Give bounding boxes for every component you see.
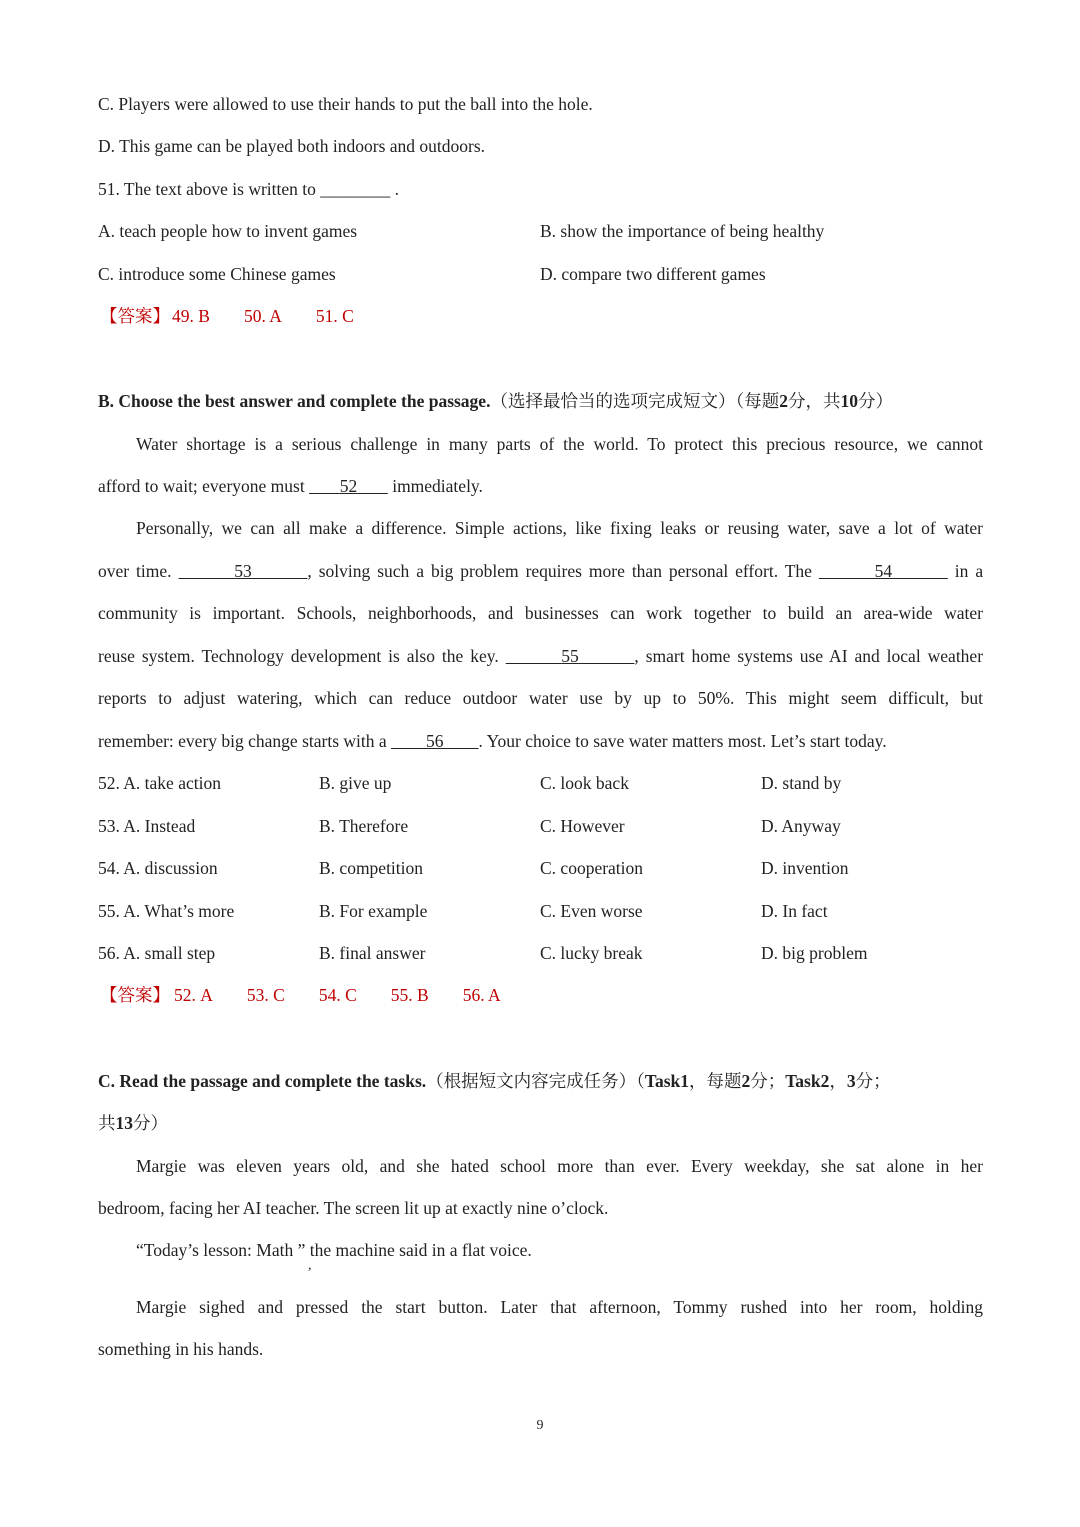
section-c-heading-line2: [98, 1111, 168, 1135]
answer-label: 【答案】: [100, 306, 170, 326]
answer-item: 50. A: [243, 306, 282, 326]
passage-text: , smart home systems use AI and local weather: [634, 646, 984, 666]
passage-text: afford to wait; everyone must: [98, 476, 305, 496]
passage-c-p1-line1: Margie was eleven years old, and she hated school more than ever. Every weekday, she sat alone in her: [136, 1156, 983, 1176]
q54-option-a: 54. A. discussion: [98, 858, 218, 878]
q51-stem-text: 51. The text above is written to: [98, 179, 316, 199]
section-c-score-text: 分；: [855, 1071, 891, 1091]
task1-label: Task1: [644, 1071, 689, 1091]
q52-option-d: D. stand by: [761, 773, 842, 793]
passage-b-p2-line6: [98, 729, 887, 753]
passage-b-p2-line4: [98, 644, 983, 668]
task2-score: 3: [846, 1071, 856, 1091]
page-number: 9: [536, 1418, 544, 1433]
q51-option-a: A. teach people how to invent games: [98, 221, 358, 241]
passage-c-p3-line2: something in his hands.: [98, 1339, 264, 1359]
blank-number: 55: [561, 646, 579, 666]
q50-option-d: D. This game can be played both indoors and outdoors.: [98, 136, 486, 156]
section-b-instruction: （选择最恰当的选项完成短文）（每题: [490, 391, 780, 411]
q54-option-c: C. cooperation: [540, 858, 644, 878]
passage-c-p3-line1: Margie sighed and pressed the start button. Later that afternoon, Tommy rushed into her room, holding: [136, 1297, 983, 1317]
answer-item: 54. C: [318, 985, 357, 1005]
q51-option-c: C. introduce some Chinese games: [98, 264, 336, 284]
answer-item: 55. B: [390, 985, 429, 1005]
passage-b-p2-line1: Personally, we can all make a difference. Simple actions, like fixing leaks or reusing water, save a lot of water: [136, 518, 983, 538]
q51-stem-end: .: [394, 179, 400, 199]
q55-option-c: C. Even worse: [540, 901, 643, 921]
task1-score: 2: [741, 1071, 751, 1091]
section-c-instruction: （根据短文内容完成任务）（: [426, 1071, 645, 1091]
blank-54: [819, 561, 948, 581]
q51-option-b: B. show the importance of being healthy: [540, 221, 825, 241]
answer-item: 52. A: [174, 985, 213, 1005]
passage-b-p2-line2: [98, 559, 983, 583]
q53-option-d: D. Anyway: [761, 816, 841, 836]
section-c-score-text: ，每题: [688, 1071, 742, 1091]
passage-text: , solving such a big problem requires more than personal effort. The: [307, 561, 812, 581]
passage-text: . Your choice to save water matters most. Let’s start today.: [478, 731, 887, 751]
passage-c-p1-line2: bedroom, facing her AI teacher. The screen lit up at exactly nine o’clock.: [98, 1198, 609, 1218]
q55-option-b: B. For example: [319, 901, 428, 921]
passage-b-p2-line5: reports to adjust watering, which can reduce outdoor water use by up to 50%. This might seem difficult, but: [98, 688, 983, 708]
passage-b-p2-line3: community is important. Schools, neighborhoods, and businesses can work together to build an area-wide water: [98, 603, 983, 623]
answer-key-2: [100, 983, 535, 1007]
q56-option-a: 56. A. small step: [98, 943, 216, 963]
q54-option-b: B. competition: [319, 858, 424, 878]
q50-option-c: C. Players were allowed to use their hands to put the ball into the hole.: [98, 94, 593, 114]
section-c-score-text: 分；: [750, 1071, 786, 1091]
blank-52: [309, 476, 388, 496]
q56-option-d: D. big problem: [761, 943, 868, 963]
blank-number: 53: [234, 561, 252, 581]
q52-option-a: 52. A. take action: [98, 773, 221, 793]
q54-option-d: D. invention: [761, 858, 849, 878]
section-c-score-total: 13: [115, 1113, 133, 1133]
blank-53: [179, 561, 308, 581]
passage-text: in a: [954, 561, 984, 581]
answer-label: 【答案】: [100, 985, 170, 1005]
q52-option-c: C. look back: [540, 773, 629, 793]
section-b-score-total: 10: [840, 391, 858, 411]
q55-option-a: 55. A. What’s more: [98, 901, 235, 921]
answer-item: 49. B: [172, 306, 210, 326]
stray-comma: ,: [308, 1258, 312, 1273]
passage-text: remember: every big change starts with a: [98, 731, 387, 751]
blank-number: 54: [874, 561, 893, 581]
passage-text: immediately.: [392, 476, 483, 496]
section-b-heading: [98, 389, 893, 413]
blank-56: [391, 731, 479, 751]
q53-option-c: C. However: [540, 816, 625, 836]
q56-option-b: B. final answer: [319, 943, 426, 963]
blank-number: 52: [339, 476, 358, 496]
section-c-score-text: ，: [829, 1071, 847, 1091]
q56-option-c: C. lucky break: [540, 943, 643, 963]
section-c-score-text: 共: [98, 1113, 116, 1133]
section-b-score-end: 分）: [857, 391, 893, 411]
section-c-title: C. Read the passage and complete the tasks.: [98, 1071, 427, 1091]
blank-55: [506, 646, 635, 666]
section-c-heading: [98, 1069, 891, 1093]
section-b-score-text: 分，共: [787, 391, 841, 411]
q53-option-b: B. Therefore: [319, 816, 409, 836]
q55-option-d: D. In fact: [761, 901, 828, 921]
q51-option-d: D. compare two different games: [540, 264, 766, 284]
answer-item: 56. A: [462, 985, 501, 1005]
blank-number: 56: [426, 731, 444, 751]
q53-option-a: 53. A. Instead: [98, 816, 196, 836]
answer-key-1: [100, 304, 388, 328]
passage-b-p1-line1: Water shortage is a serious challenge in many parts of the world. To protect this precious resource, we cannot: [136, 434, 983, 454]
passage-text: reuse system. Technology development is also the key.: [98, 646, 499, 666]
passage-text: over time.: [98, 561, 172, 581]
answer-item: 51. C: [315, 306, 354, 326]
q52-option-b: B. give up: [319, 773, 392, 793]
passage-c-p2: “Today’s lesson: Math ” the machine said in a flat voice.: [136, 1240, 532, 1260]
q51-blank: ________: [320, 179, 391, 199]
section-b-score-each: 2: [779, 391, 788, 411]
section-b-title: B. Choose the best answer and complete the passage.: [98, 391, 491, 411]
section-c-score-text: 分）: [133, 1113, 168, 1133]
passage-b-p1-line2: [98, 474, 483, 498]
task2-label: Task2: [785, 1071, 830, 1091]
q51-stem: [98, 177, 399, 201]
answer-item: 53. C: [246, 985, 285, 1005]
